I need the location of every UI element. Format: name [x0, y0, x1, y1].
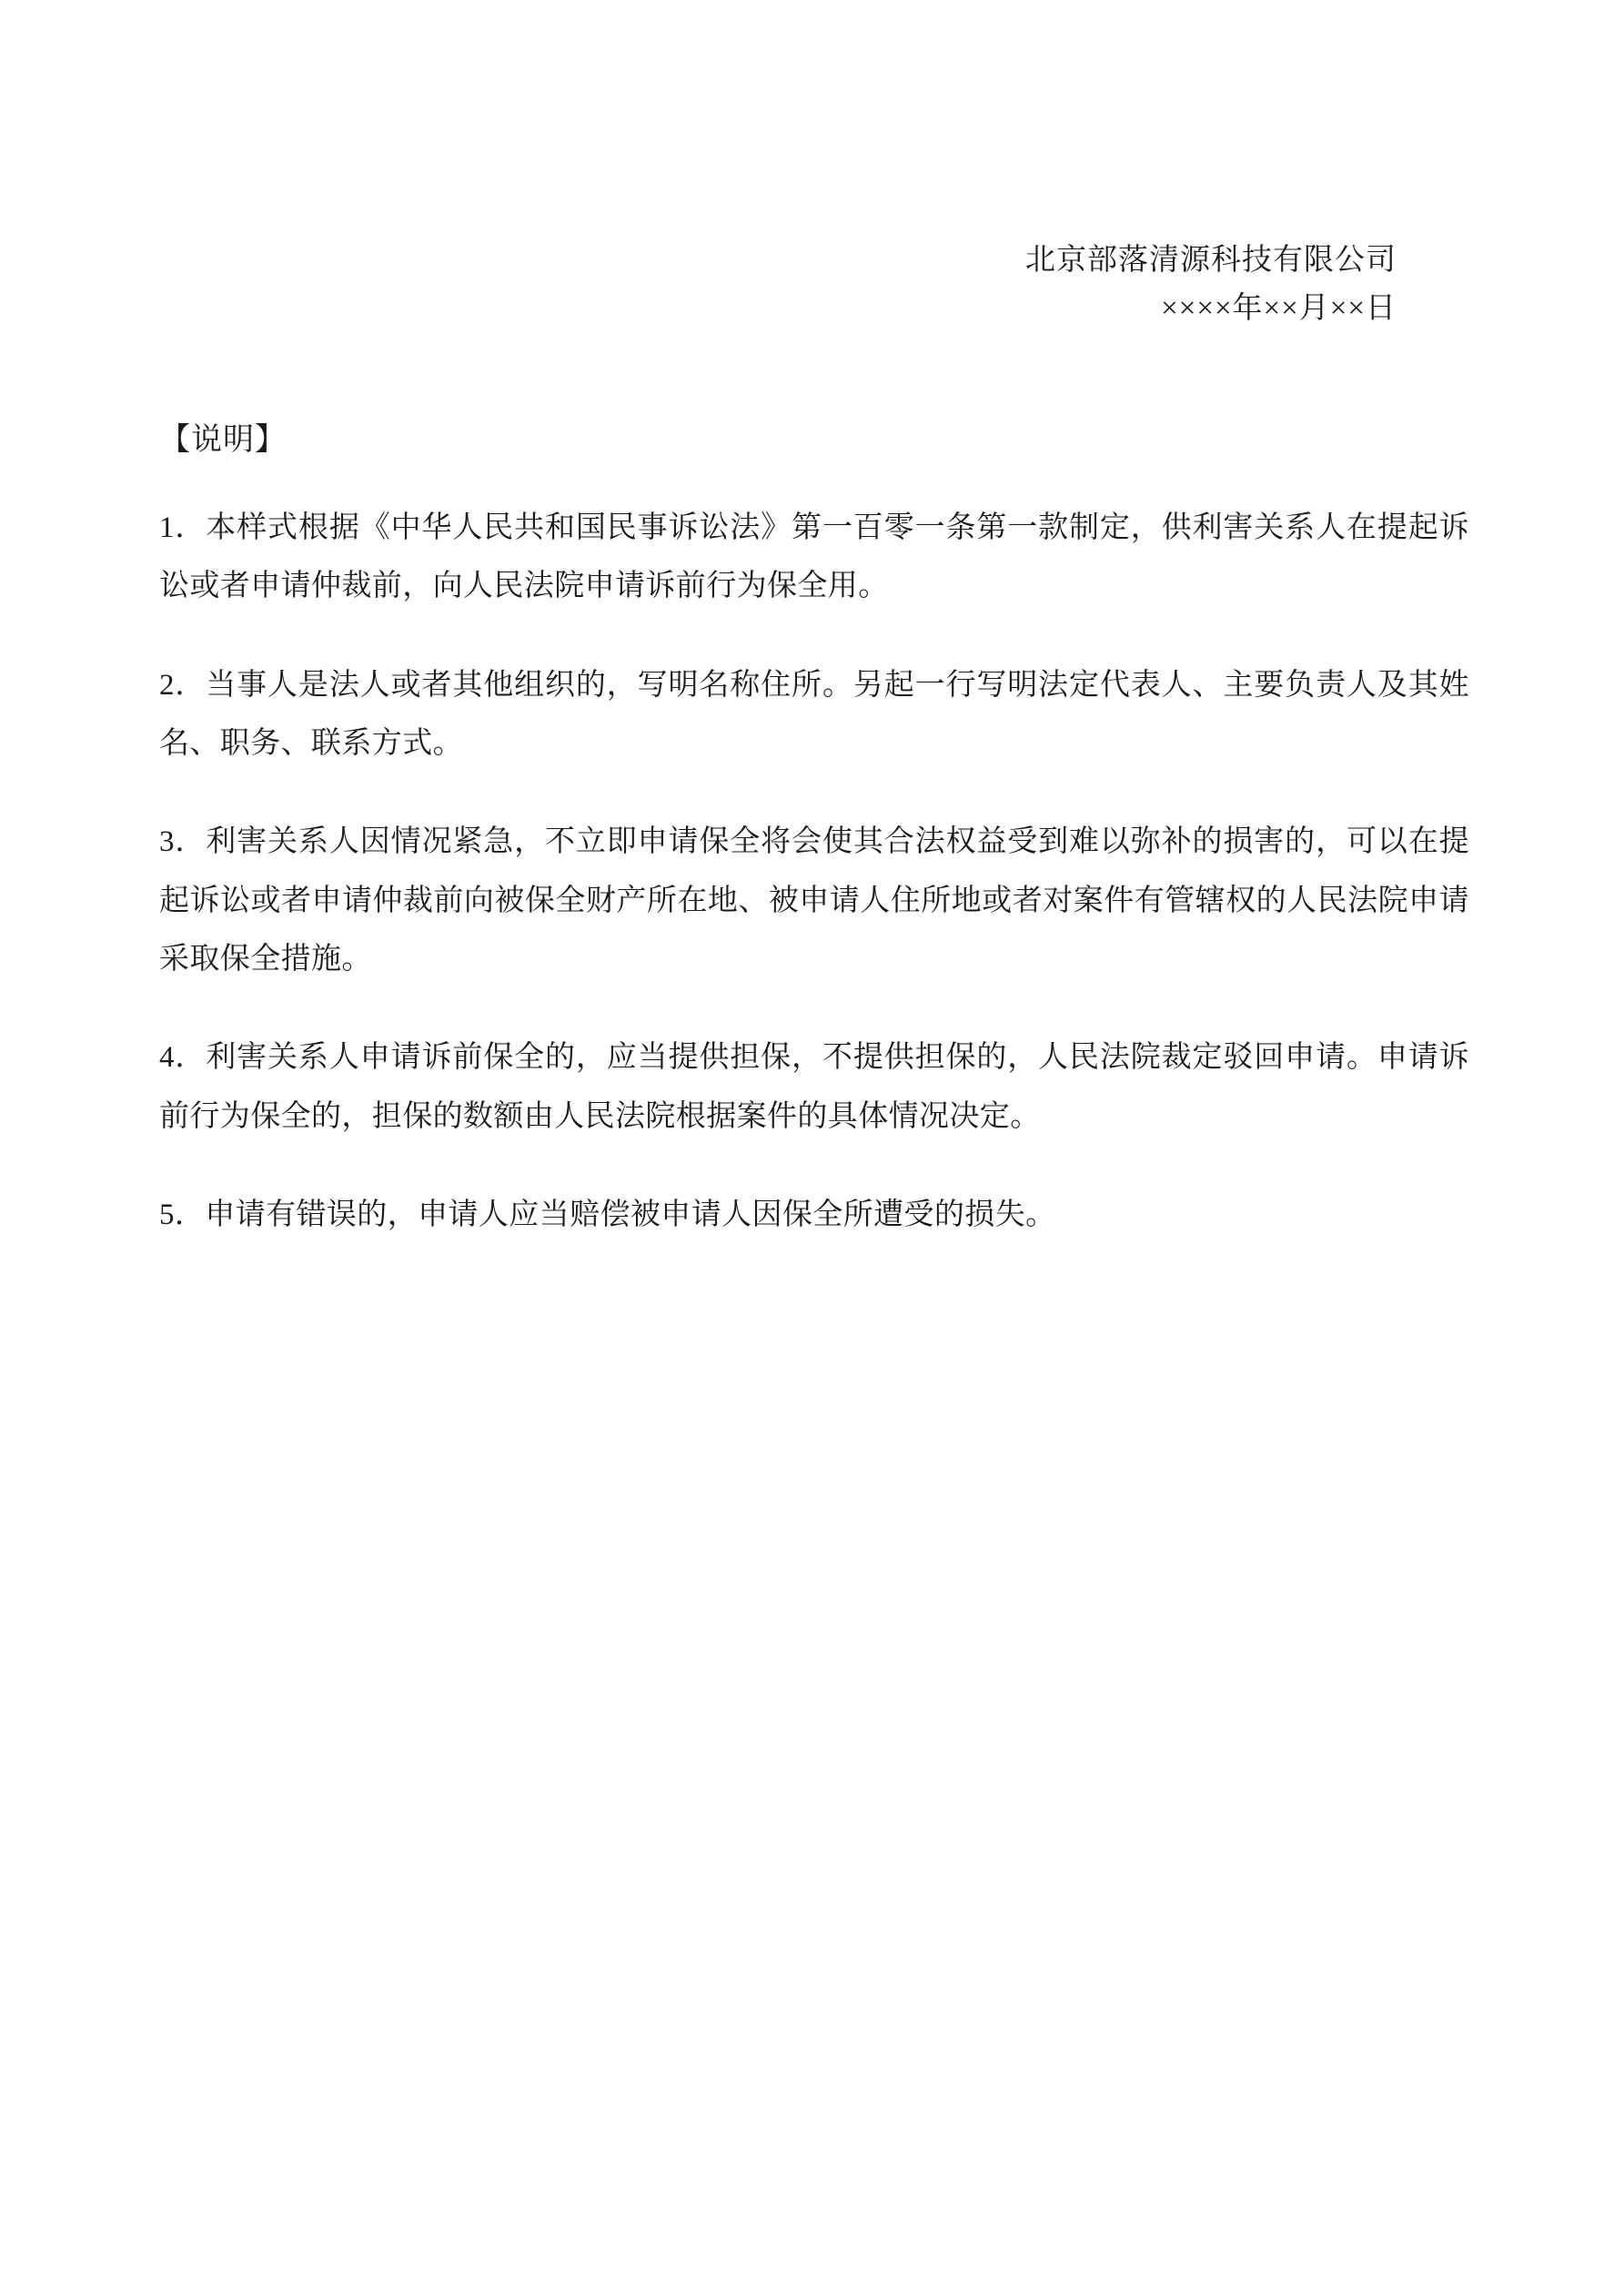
note-item [159, 813, 1469, 988]
note-text: 本样式根据《中华人民共和国民事诉讼法》第一百零一条第一款制定，供利害关系人在提起诉讼或者申请仲裁前，向人民法院申请诉前行为保全用。 [159, 511, 1469, 603]
note-text: 当事人是法人或者其他组织的，写明名称住所。另起一行写明法定代表人、主要负责人及其姓名、职务、联系方式。 [159, 668, 1469, 760]
note-number: 5． [159, 1199, 206, 1231]
note-item [159, 1028, 1469, 1146]
note-item [159, 656, 1469, 774]
note-item [159, 499, 1469, 616]
note-number: 4． [159, 1041, 207, 1075]
note-number: 1． [159, 511, 207, 544]
note-number: 3． [159, 825, 207, 859]
notes-heading: 【说明】 [159, 422, 287, 457]
note-text: 利害关系人申请诉前保全的，应当提供担保，不提供担保的，人民法院裁定驳回申请。申请诉前行为保全的，担保的数额由人民法院根据案件的具体情况决定。 [159, 1041, 1469, 1133]
note-text: 利害关系人因情况紧急，不立即申请保全将会使其合法权益受到难以弥补的损害的，可以在提起诉讼或者申请仲裁前向被保全财产所在地、被申请人住所地或者对案件有管辖权的人民法院申请采取保全措施。 [159, 825, 1469, 976]
note-text: 申请有错误的，申请人应当赔偿被申请人因保全所遭受的损失。 [205, 1199, 1056, 1231]
signing-company: 北京部落清源科技有限公司 [1025, 244, 1397, 277]
note-number: 2． [159, 668, 207, 702]
signature-block [155, 237, 1469, 334]
signing-date: ××××年××月××日 [1161, 292, 1397, 326]
note-item [159, 1186, 1469, 1244]
